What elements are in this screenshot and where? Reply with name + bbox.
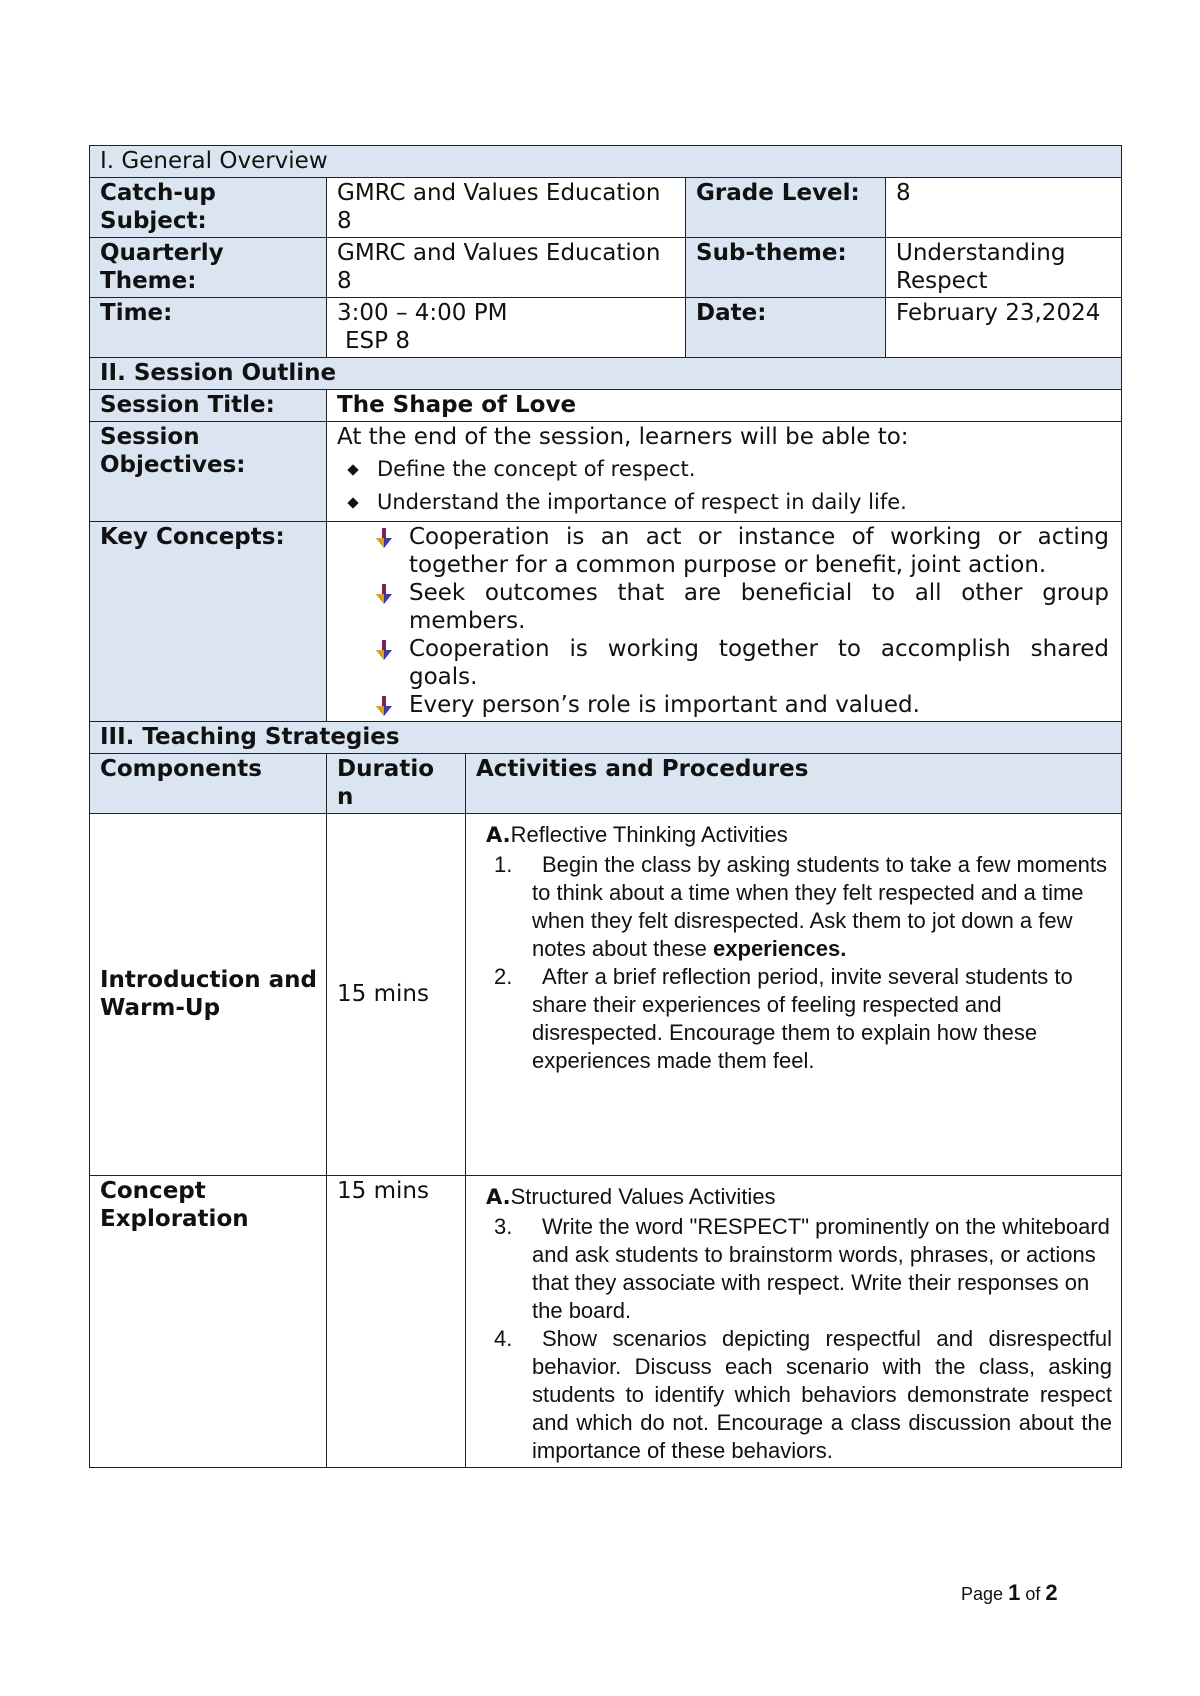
concept-item: Every person’s role is important and valued.: [409, 691, 1109, 719]
session-outline-heading: II. Session Outline: [90, 358, 1122, 390]
time-range: 3:00 – 4:00 PM: [337, 300, 508, 326]
objectives-list: [337, 453, 1112, 519]
key-concepts-list: [337, 523, 1109, 719]
step-item: 1. Begin the class by asking students to take a few moments to think about a time when they felt respected and a time when they felt disrespected. Ask them to jot down a few notes about these experiences.: [494, 852, 1107, 961]
date-value: February 23,2024: [886, 298, 1122, 358]
objective-item: Understand the importance of respect in daily life.: [377, 486, 1112, 519]
activities-header: Activities and Procedures: [466, 754, 1122, 814]
step-item: 2. After a brief reflection period, invite several students to share their experiences of feeling respected and disrespected. Encourage them to explain how these experiences made them feel.: [494, 964, 1073, 1073]
time-value: [327, 298, 686, 358]
date-label: Date:: [686, 298, 886, 358]
subject-label: Catch-up Subject:: [90, 178, 327, 238]
down-arrow-bullet-icon: [375, 639, 393, 661]
down-arrow-bullet-icon: [375, 583, 393, 605]
step-item: 3. Write the word "RESPECT" prominently on the whiteboard and ask students to brainstorm words, phrases, or actions that they associate with respect. Write their responses on the board.: [494, 1214, 1110, 1323]
subject-value: GMRC and Values Education 8: [327, 178, 686, 238]
activity-heading: A.Reflective Thinking Activities: [486, 822, 788, 847]
duration-concept: 15 mins: [327, 1176, 466, 1468]
down-arrow-bullet-icon: [375, 695, 393, 717]
key-concepts-label: Key Concepts:: [90, 522, 327, 722]
quarterly-theme-label: Quarterly Theme:: [90, 238, 327, 298]
quarterly-theme-value: GMRC and Values Education 8: [327, 238, 686, 298]
session-title-label: Session Title:: [90, 390, 327, 422]
key-concepts-cell: [327, 522, 1122, 722]
lesson-plan-table: [89, 145, 1122, 1468]
step-item: 4. Show scenarios depicting respectful and disrespectful behavior. Discuss each scenario with the class, asking students to identify which behaviors demonstrate respect and which do not. Encourage a class discussion about the importance of these behaviors.: [494, 1326, 1112, 1463]
components-header: Components: [90, 754, 327, 814]
steps-list: [476, 1213, 1112, 1465]
time-label: Time:: [90, 298, 327, 358]
activity-heading: A.Structured Values Activities: [486, 1184, 776, 1209]
sub-theme-value: Understanding Respect: [886, 238, 1122, 298]
sub-theme-label: Sub-theme:: [686, 238, 886, 298]
teaching-strategies-heading: III. Teaching Strategies: [90, 722, 1122, 754]
concept-item: Cooperation is an act or instance of working or acting together for a common purpose or benefit, joint action.: [409, 523, 1109, 579]
duration-intro: 15 mins: [327, 814, 466, 1176]
duration-header: Duratio n: [327, 754, 466, 814]
objectives-intro: At the end of the session, learners will be able to:: [337, 424, 909, 450]
component-intro: Introduction and Warm-Up: [90, 814, 327, 1176]
down-arrow-bullet-icon: [375, 527, 393, 549]
grade-level-label: Grade Level:: [686, 178, 886, 238]
activities-concept: [466, 1176, 1122, 1468]
grade-level-value: 8: [886, 178, 1122, 238]
steps-list: [476, 851, 1112, 1075]
general-overview-heading: I. General Overview: [90, 146, 1122, 178]
concept-item: Seek outcomes that are beneficial to all other group members.: [409, 579, 1109, 635]
component-concept: Concept Exploration: [90, 1176, 327, 1468]
session-objectives-label: Session Objectives:: [90, 422, 327, 522]
session-title-value: The Shape of Love: [327, 390, 1122, 422]
page-number: Page 1 of 2: [961, 1580, 1058, 1605]
activities-intro: [466, 814, 1122, 1176]
objective-item: Define the concept of respect.: [377, 453, 1112, 486]
session-objectives-cell: [327, 422, 1122, 522]
time-class: ESP 8: [345, 328, 410, 354]
concept-item: Cooperation is working together to accomplish shared goals.: [409, 635, 1109, 691]
